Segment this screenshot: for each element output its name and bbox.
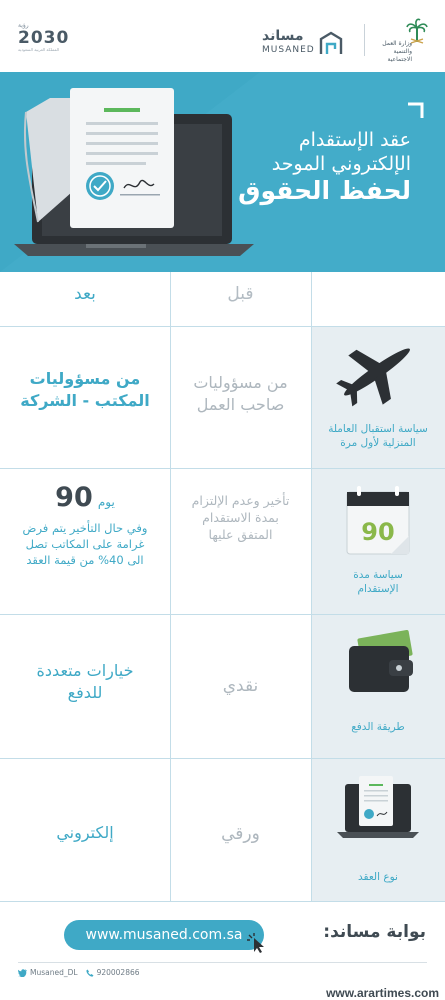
vision-2030-logo — [18, 22, 78, 56]
row2-before: تأخير وعدم الإلتزام بمدة الاستقدام المتفق عليها — [191, 493, 290, 542]
brand-english: MUSANED — [262, 45, 315, 55]
website-link[interactable]: www.musaned.com.sa — [64, 920, 264, 950]
portal-label: بوابة مساند: — [323, 922, 426, 942]
phone-icon — [86, 969, 94, 977]
grid-hline-3 — [0, 614, 445, 615]
banner-title-line3: لحفظ الحقوق — [238, 176, 411, 205]
column-header-after: بعد — [74, 284, 96, 304]
vision-subtext: المملكة العربية السعودية — [18, 47, 60, 52]
phone-contact[interactable] — [86, 968, 140, 977]
wallet-icon — [311, 626, 445, 706]
row1-label: سياسة استقبال العاملة المنزلية لأول مرة — [328, 423, 428, 449]
laptop-contract-icon — [311, 770, 445, 850]
vision-small-text: رؤية — [18, 22, 29, 29]
row4-before: ورقي — [221, 824, 260, 844]
banner-title — [201, 128, 411, 206]
banner-title-line1: عقد الإستقدام — [298, 129, 411, 151]
calendar-number: 90 — [361, 518, 395, 546]
phone-number: 920002866 — [96, 968, 140, 977]
row1-before: من مسؤوليات صاحب العمل — [193, 373, 288, 414]
ministry-logo — [372, 18, 432, 63]
ministry-text: وزارة العمل والتنمية الاجتماعية — [382, 40, 412, 63]
row2-after-number: 90 — [55, 482, 93, 513]
row2-after: وفي حال التأخير يتم فرض غرامة على المكاتب تصل الى 40% من قيمة العقد — [22, 521, 148, 567]
header-separator — [364, 24, 365, 56]
row4-after: إلكتروني — [56, 823, 114, 842]
twitter-icon — [18, 969, 27, 977]
header — [0, 0, 445, 72]
vision-year: 2030 — [18, 28, 70, 48]
corner-bracket-icon — [406, 102, 424, 120]
row3-label: طريقة الدفع — [351, 721, 405, 733]
row2-after-unit: يوم — [97, 495, 115, 509]
footer — [0, 902, 445, 1000]
airplane-icon — [311, 334, 445, 414]
grid-hline-2 — [0, 468, 445, 469]
grid-hline-4 — [0, 758, 445, 759]
watermark-text: www.arartimes.com — [326, 986, 439, 1000]
musaned-mark-icon — [318, 30, 344, 56]
musaned-logo — [262, 28, 362, 58]
column-header-before: قبل — [227, 284, 254, 304]
cursor-click-icon — [246, 932, 268, 954]
hero-banner — [0, 72, 445, 272]
comparison-table — [0, 272, 445, 902]
calendar-icon — [311, 484, 445, 564]
row2-after-number-wrap — [0, 482, 170, 513]
twitter-handle: Musaned_DL — [30, 968, 78, 977]
row2-label: سياسة مدة الإستقدام — [353, 569, 403, 595]
social-contacts — [18, 968, 140, 977]
row4-label: نوع العقد — [358, 871, 398, 883]
grid-vline-1 — [170, 272, 171, 902]
brand-arabic: مساند — [262, 28, 304, 44]
row3-after: خيارات متعددة للدفع — [36, 661, 134, 702]
row3-before: نقدي — [222, 676, 259, 696]
twitter-contact[interactable] — [18, 968, 78, 977]
row1-after: من مسؤوليات المكتب - الشركة — [20, 369, 150, 410]
footer-divider — [18, 962, 427, 963]
grid-hline-1 — [0, 326, 445, 327]
banner-title-line2: الإلكتروني الموحد — [271, 153, 411, 175]
